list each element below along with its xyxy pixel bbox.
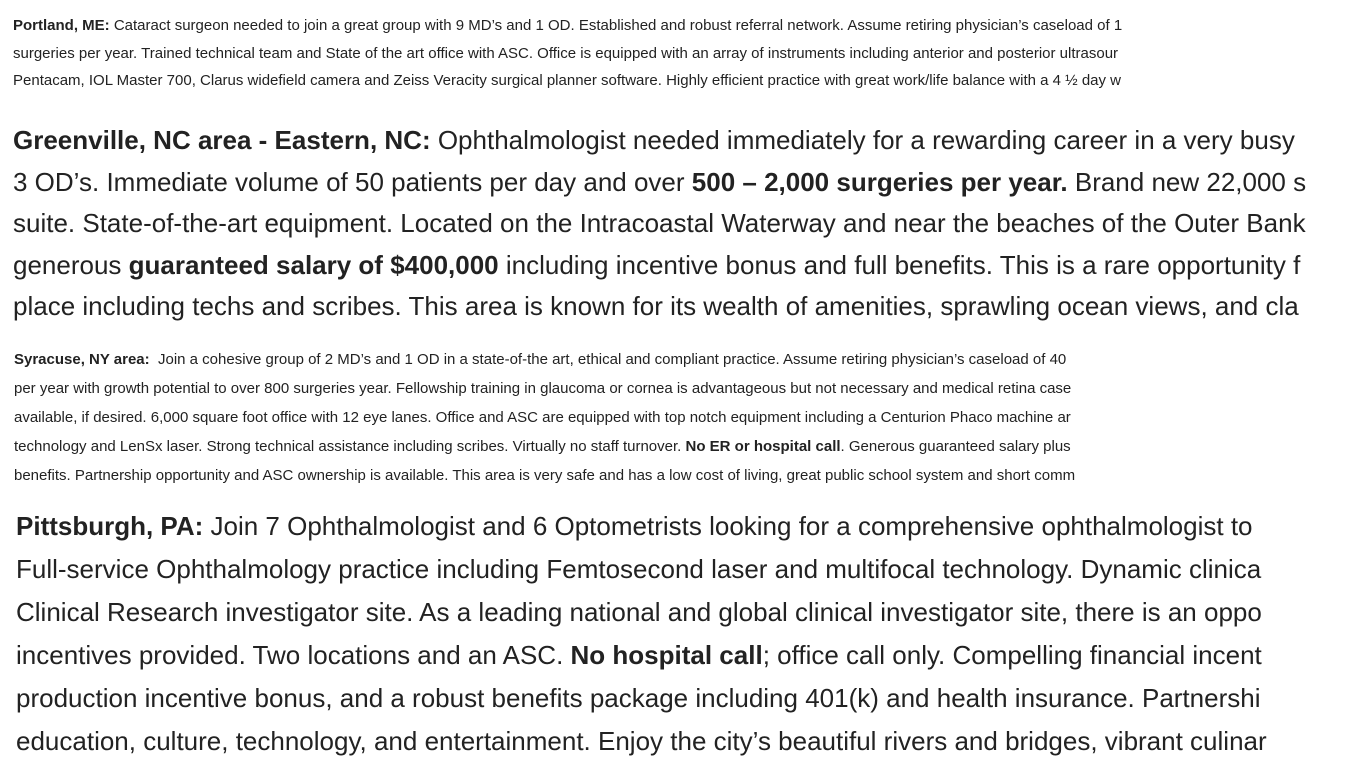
listing-line [14, 432, 1366, 461]
listing-text: ; office call only. Compelling financial incent [762, 640, 1262, 670]
listing-highlight: guaranteed salary of $400,000 [128, 249, 499, 280]
listing-pittsburgh [16, 505, 1366, 763]
listing-text: Join a cohesive group of 2 MD’s and 1 OD in a state-of-the art, ethical and compliant practice. Assume retiring physician’s caseload of 40 [149, 351, 1067, 368]
listing-line [13, 162, 1366, 204]
listing-text: Ophthalmologist needed immediately for a rewarding career in a very busy [430, 125, 1295, 155]
listing-line: surgeries per year. Trained technical team and State of the art office with ASC. Office is equipped with an array of instruments including anterior and posterior ultrasour [13, 44, 1119, 62]
listing-text: Brand new 22,000 s [1067, 166, 1307, 197]
listing-text: 3 OD’s. Immediate volume of 50 patients per day and over [13, 166, 692, 197]
listing-text: technology and LenSx laser. Strong technical assistance including scribes. Virtually no staff turnover. [14, 438, 686, 455]
listing-line [13, 245, 1366, 287]
listing-line: suite. State-of-the-art equipment. Located on the Intracoastal Waterway and near the beaches of the Outer Bank [13, 208, 1306, 238]
listing-line: place including techs and scribes. This area is known for its wealth of amenities, sprawling ocean views, and cla [13, 291, 1299, 321]
listing-text: incentives provided. Two locations and an ASC. [16, 640, 571, 670]
listing-line: benefits. Partnership opportunity and ASC ownership is available. This area is very safe and has a low cost of living, great public school system and short comm [14, 467, 1076, 484]
listing-syracuse [14, 345, 1366, 490]
listing-highlight: No ER or hospital call [685, 438, 841, 455]
listing-portland [13, 12, 1366, 102]
listing-line [14, 345, 1366, 374]
listing-heading: Pittsburgh, PA: [16, 511, 204, 541]
listing-line: available, if desired. 6,000 square foot office with 12 eye lanes. Office and ASC are equipped with top notch equipment including a Centurion Phaco machine ar [14, 409, 1071, 426]
listing-line: Clinical Research investigator site. As a leading national and global clinical investigator site, there is an oppo [16, 597, 1262, 627]
listing-line: production incentive bonus, and a robust benefits package including 401(k) and health insurance. Partnershi [16, 683, 1261, 713]
listing-text: . Generous guaranteed salary plus [840, 438, 1071, 455]
listing-text: generous [13, 249, 129, 280]
listing-line [16, 634, 1366, 677]
listing-text: including incentive bonus and full benefits. This is a rare opportunity f [498, 249, 1301, 280]
listing-text: Cataract surgeon needed to join a great group with 9 MD’s and 1 OD. Established and robust referral network. Assume retiring physician’s caseload of 1 [113, 17, 1123, 34]
listing-line [13, 120, 1366, 162]
listing-heading: Greenville, NC area - Eastern, NC: [13, 125, 431, 155]
listing-line: Full-service Ophthalmology practice including Femtosecond laser and multifocal technology. Dynamic clinica [16, 554, 1262, 584]
listing-highlight: No hospital call [570, 640, 763, 670]
listing-text: Join 7 Ophthalmologist and 6 Optometrists looking for a comprehensive ophthalmologist to [203, 511, 1253, 541]
listing-heading: Syracuse, NY area: [14, 351, 150, 368]
listing-line: per year with growth potential to over 800 surgeries year. Fellowship training in glaucoma or cornea is advantageous but not necessary and medical retina case [14, 380, 1072, 397]
listing-line [13, 12, 1366, 40]
listing-line [16, 505, 1366, 548]
listing-greenville [13, 120, 1366, 328]
listing-highlight: 500 – 2,000 surgeries per year. [691, 166, 1068, 197]
listing-heading: Portland, ME: [13, 17, 110, 34]
listing-line: education, culture, technology, and entertainment. Enjoy the city’s beautiful rivers and bridges, vibrant culinar [16, 726, 1267, 756]
listing-line: Pentacam, IOL Master 700, Clarus widefield camera and Zeiss Veracity surgical planner software. Highly efficient practice with great work/life balance with a 4 ½ day w [13, 72, 1122, 89]
